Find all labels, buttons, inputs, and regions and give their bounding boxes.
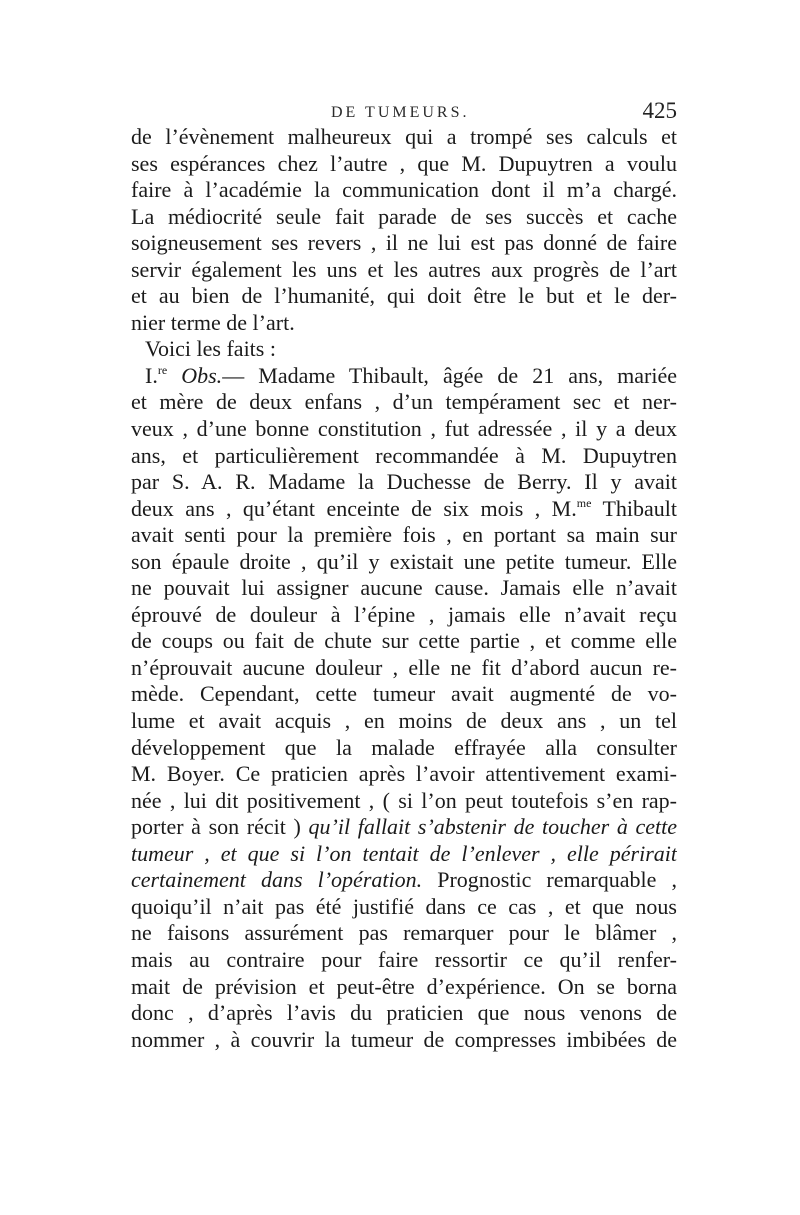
text-line: nommer , à couvrir la tumeur de compresses imbibées de — [131, 1026, 677, 1052]
page-number: 425 — [642, 98, 677, 123]
text-line: ne faisons assurément pas remarquer pour le blâmer , — [131, 920, 677, 946]
text-line: et au bien de l’humanité, qui doit être le but et le der- — [131, 283, 677, 309]
text-line: ses espérances chez l’autre , que M. Dupuytren a voulu — [131, 150, 677, 176]
text-line: La médiocrité seule fait parade de ses succès et cache — [131, 203, 677, 229]
ordinal-superscript: re — [157, 362, 168, 377]
text-line: née , lui dit positivement , ( si l’on peut toutefois s’en rap- — [131, 787, 677, 813]
body-text — [131, 124, 677, 1053]
text-line: ans, et particulièrement recommandée à M. Dupuytren — [131, 442, 677, 468]
observation-number: I. — [145, 362, 158, 388]
observation-text: — Madame Thibault, âgée de 21 ans, mariée — [222, 362, 677, 388]
text-line: servir également les uns et les autres aux progrès de l’art — [131, 256, 677, 282]
text-line — [131, 867, 677, 894]
quoted-italic-text: qu’il fallait s’abstenir de toucher à cette — [308, 814, 677, 840]
text-line: de l’évènement malheureux qui a trompé ses calculs et — [131, 124, 677, 149]
text-segment: deux ans , qu’étant enceinte de six mois , M. — [131, 495, 577, 521]
text-line: éprouvé de douleur à l’épine , jamais elle n’avait reçu — [131, 601, 677, 627]
text-line: avait senti pour la première fois , en portant sa main sur — [131, 522, 677, 548]
text-line: donc , d’après l’avis du praticien que nous venons de — [131, 1000, 677, 1026]
text-line: veux , d’une bonne constitution , fut adressée , il y a deux — [131, 416, 677, 442]
text-line: faire à l’académie la communication dont il m’a chargé. — [131, 177, 677, 203]
text-line: ne pouvait lui assigner aucune cause. Jamais elle n’avait — [131, 575, 677, 601]
text-segment: porter à son récit ) — [131, 814, 309, 840]
quoted-italic-text: certainement dans l’opération. — [131, 867, 423, 893]
text-line: par S. A. R. Madame la Duchesse de Berry. Il y avait — [131, 469, 677, 495]
text-line: n’éprouvait aucune douleur , elle ne fit d’abord aucun re- — [131, 654, 677, 680]
text-line: mède. Cependant, cette tumeur avait augmenté de vo- — [131, 681, 677, 707]
text-line: soigneusement ses revers , il ne lui est pas donné de faire — [131, 230, 677, 256]
observation-heading-line — [131, 363, 677, 390]
text-line: Voici les faits : — [145, 336, 276, 362]
text-line: nier terme de l’art. — [131, 309, 295, 335]
text-line: son épaule droite , qu’il y existait une petite tumeur. Elle — [131, 548, 677, 574]
text-line: développement que la malade effrayée alla consulter — [131, 734, 677, 760]
quoted-italic-line: tumeur , et que si l’on tentait de l’enlever , elle périrait — [131, 840, 677, 866]
abbreviation-superscript: me — [576, 495, 592, 510]
text-line: de coups ou fait de chute sur cette partie , et comme elle — [131, 628, 677, 654]
observation-label: Obs. — [181, 362, 223, 388]
text-segment: Thibault — [591, 495, 677, 521]
text-segment: Prognostic remarquable , — [422, 867, 677, 893]
running-title: DE TUMEURS. — [331, 104, 470, 121]
text-line: mais au contraire pour faire ressortir ce qu’il renfer- — [131, 946, 677, 972]
text-line: quoiqu’il n’ait pas été justifié dans ce cas , et que nous — [131, 893, 677, 919]
text-line: M. Boyer. Ce praticien après l’avoir attentivement exami- — [131, 761, 677, 787]
text-line — [131, 814, 677, 841]
text-line: mait de prévision et peut-être d’expérience. On se borna — [131, 973, 677, 999]
text-line: et mère de deux enfans , d’un tempérament sec et ner- — [131, 389, 677, 415]
text-line — [131, 496, 677, 523]
text-line: lume et avait acquis , en moins de deux ans , un tel — [131, 708, 677, 734]
